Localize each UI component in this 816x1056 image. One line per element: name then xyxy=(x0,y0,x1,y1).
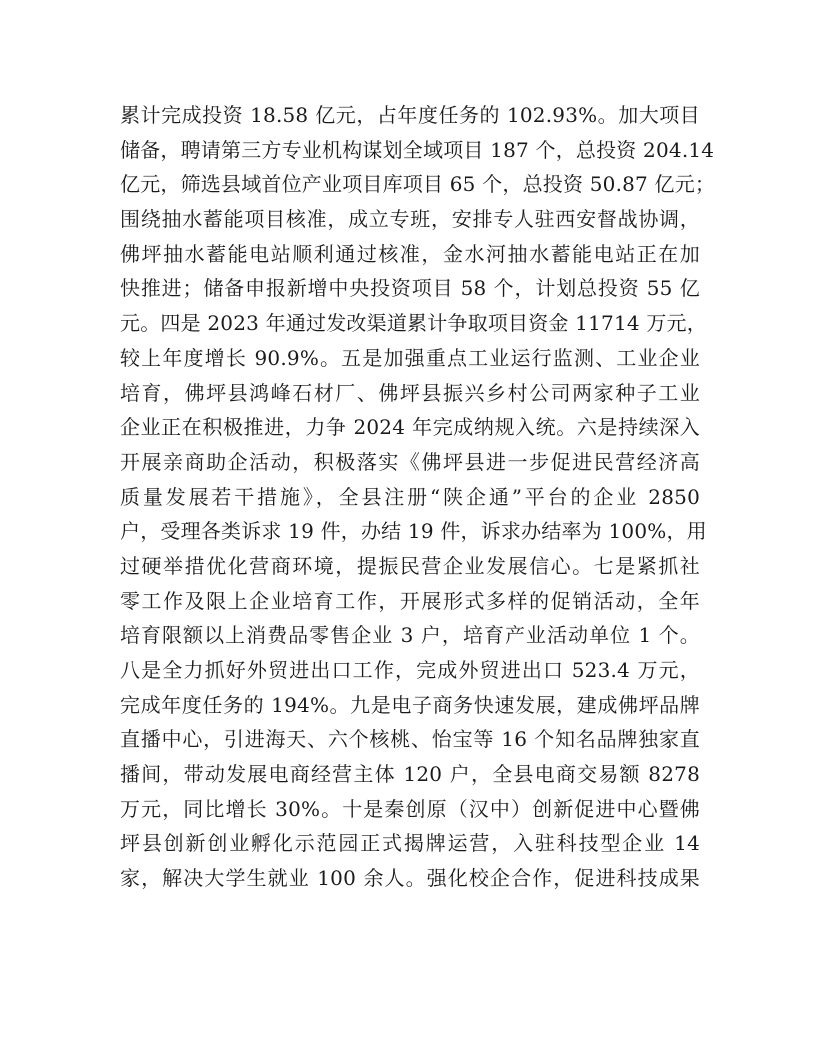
text-line: 快推进；储备申报新增中央投资项目 58 个，计划总投资 55 亿 xyxy=(120,276,700,301)
text-line: 元。四是 2023 年通过发改渠道累计争取项目资金 11714 万元， xyxy=(120,311,707,336)
text-line: 过硬举措优化营商环境，提振民营企业发展信心。七是紧抓社 xyxy=(120,553,700,578)
text-line: 完成年度任务的 194%。九是电子商务快速发展，建成佛坪品牌 xyxy=(120,692,700,717)
text-line: 围绕抽水蓄能项目核准，成立专班，安排专人驻西安督战协调， xyxy=(120,207,700,232)
text-line: 播间，带动发展电商经营主体 120 户，全县电商交易额 8278 xyxy=(120,762,700,787)
body-paragraph xyxy=(120,98,716,896)
text-line: 质量发展若干措施》，全县注册“陕企通”平台的企业 2850 xyxy=(120,484,700,509)
text-line: 万元，同比增长 30%。十是秦创原（汉中）创新促进中心暨佛 xyxy=(120,796,700,821)
text-line: 家，解决大学生就业 100 余人。强化校企合作，促进科技成果 xyxy=(120,866,700,891)
text-line: 佛坪抽水蓄能电站顺利通过核准，金水河抽水蓄能电站正在加 xyxy=(120,241,700,266)
text-line: 坪县创新创业孵化示范园正式揭牌运营，入驻科技型企业 14 xyxy=(120,831,700,856)
text-line: 培育，佛坪县鸿峰石材厂、佛坪县振兴乡村公司两家种子工业 xyxy=(120,380,700,405)
text-line: 户，受理各类诉求 19 件，办结 19 件，诉求办结率为 100%，用 xyxy=(120,519,707,544)
text-line: 较上年度增长 90.9%。五是加强重点工业运行监测、工业企业 xyxy=(120,345,700,370)
text-line: 直播中心，引进海天、六个核桃、怡宝等 16 个知名品牌独家直 xyxy=(120,727,700,752)
text-line: 零工作及限上企业培育工作，开展形式多样的促销活动，全年 xyxy=(120,588,700,613)
text-line: 开展亲商助企活动，积极落实《佛坪县进一步促进民营经济高 xyxy=(120,449,700,474)
text-line: 储备，聘请第三方专业机构谋划全域项目 187 个，总投资 204.14 xyxy=(120,137,715,162)
text-line: 八是全力抓好外贸进出口工作，完成外贸进出口 523.4 万元， xyxy=(120,658,700,682)
text-line: 累计完成投资 18.58 亿元，占年度任务的 102.93%。加大项目 xyxy=(120,103,700,127)
text-line: 培育限额以上消费品零售企业 3 户，培育产业活动单位 1 个。 xyxy=(120,623,700,648)
text-line: 亿元，筛选县域首位产业项目库项目 65 个，总投资 50.87 亿元； xyxy=(120,172,716,197)
text-line: 企业正在积极推进，力争 2024 年完成纳规入统。六是持续深入 xyxy=(120,415,700,440)
